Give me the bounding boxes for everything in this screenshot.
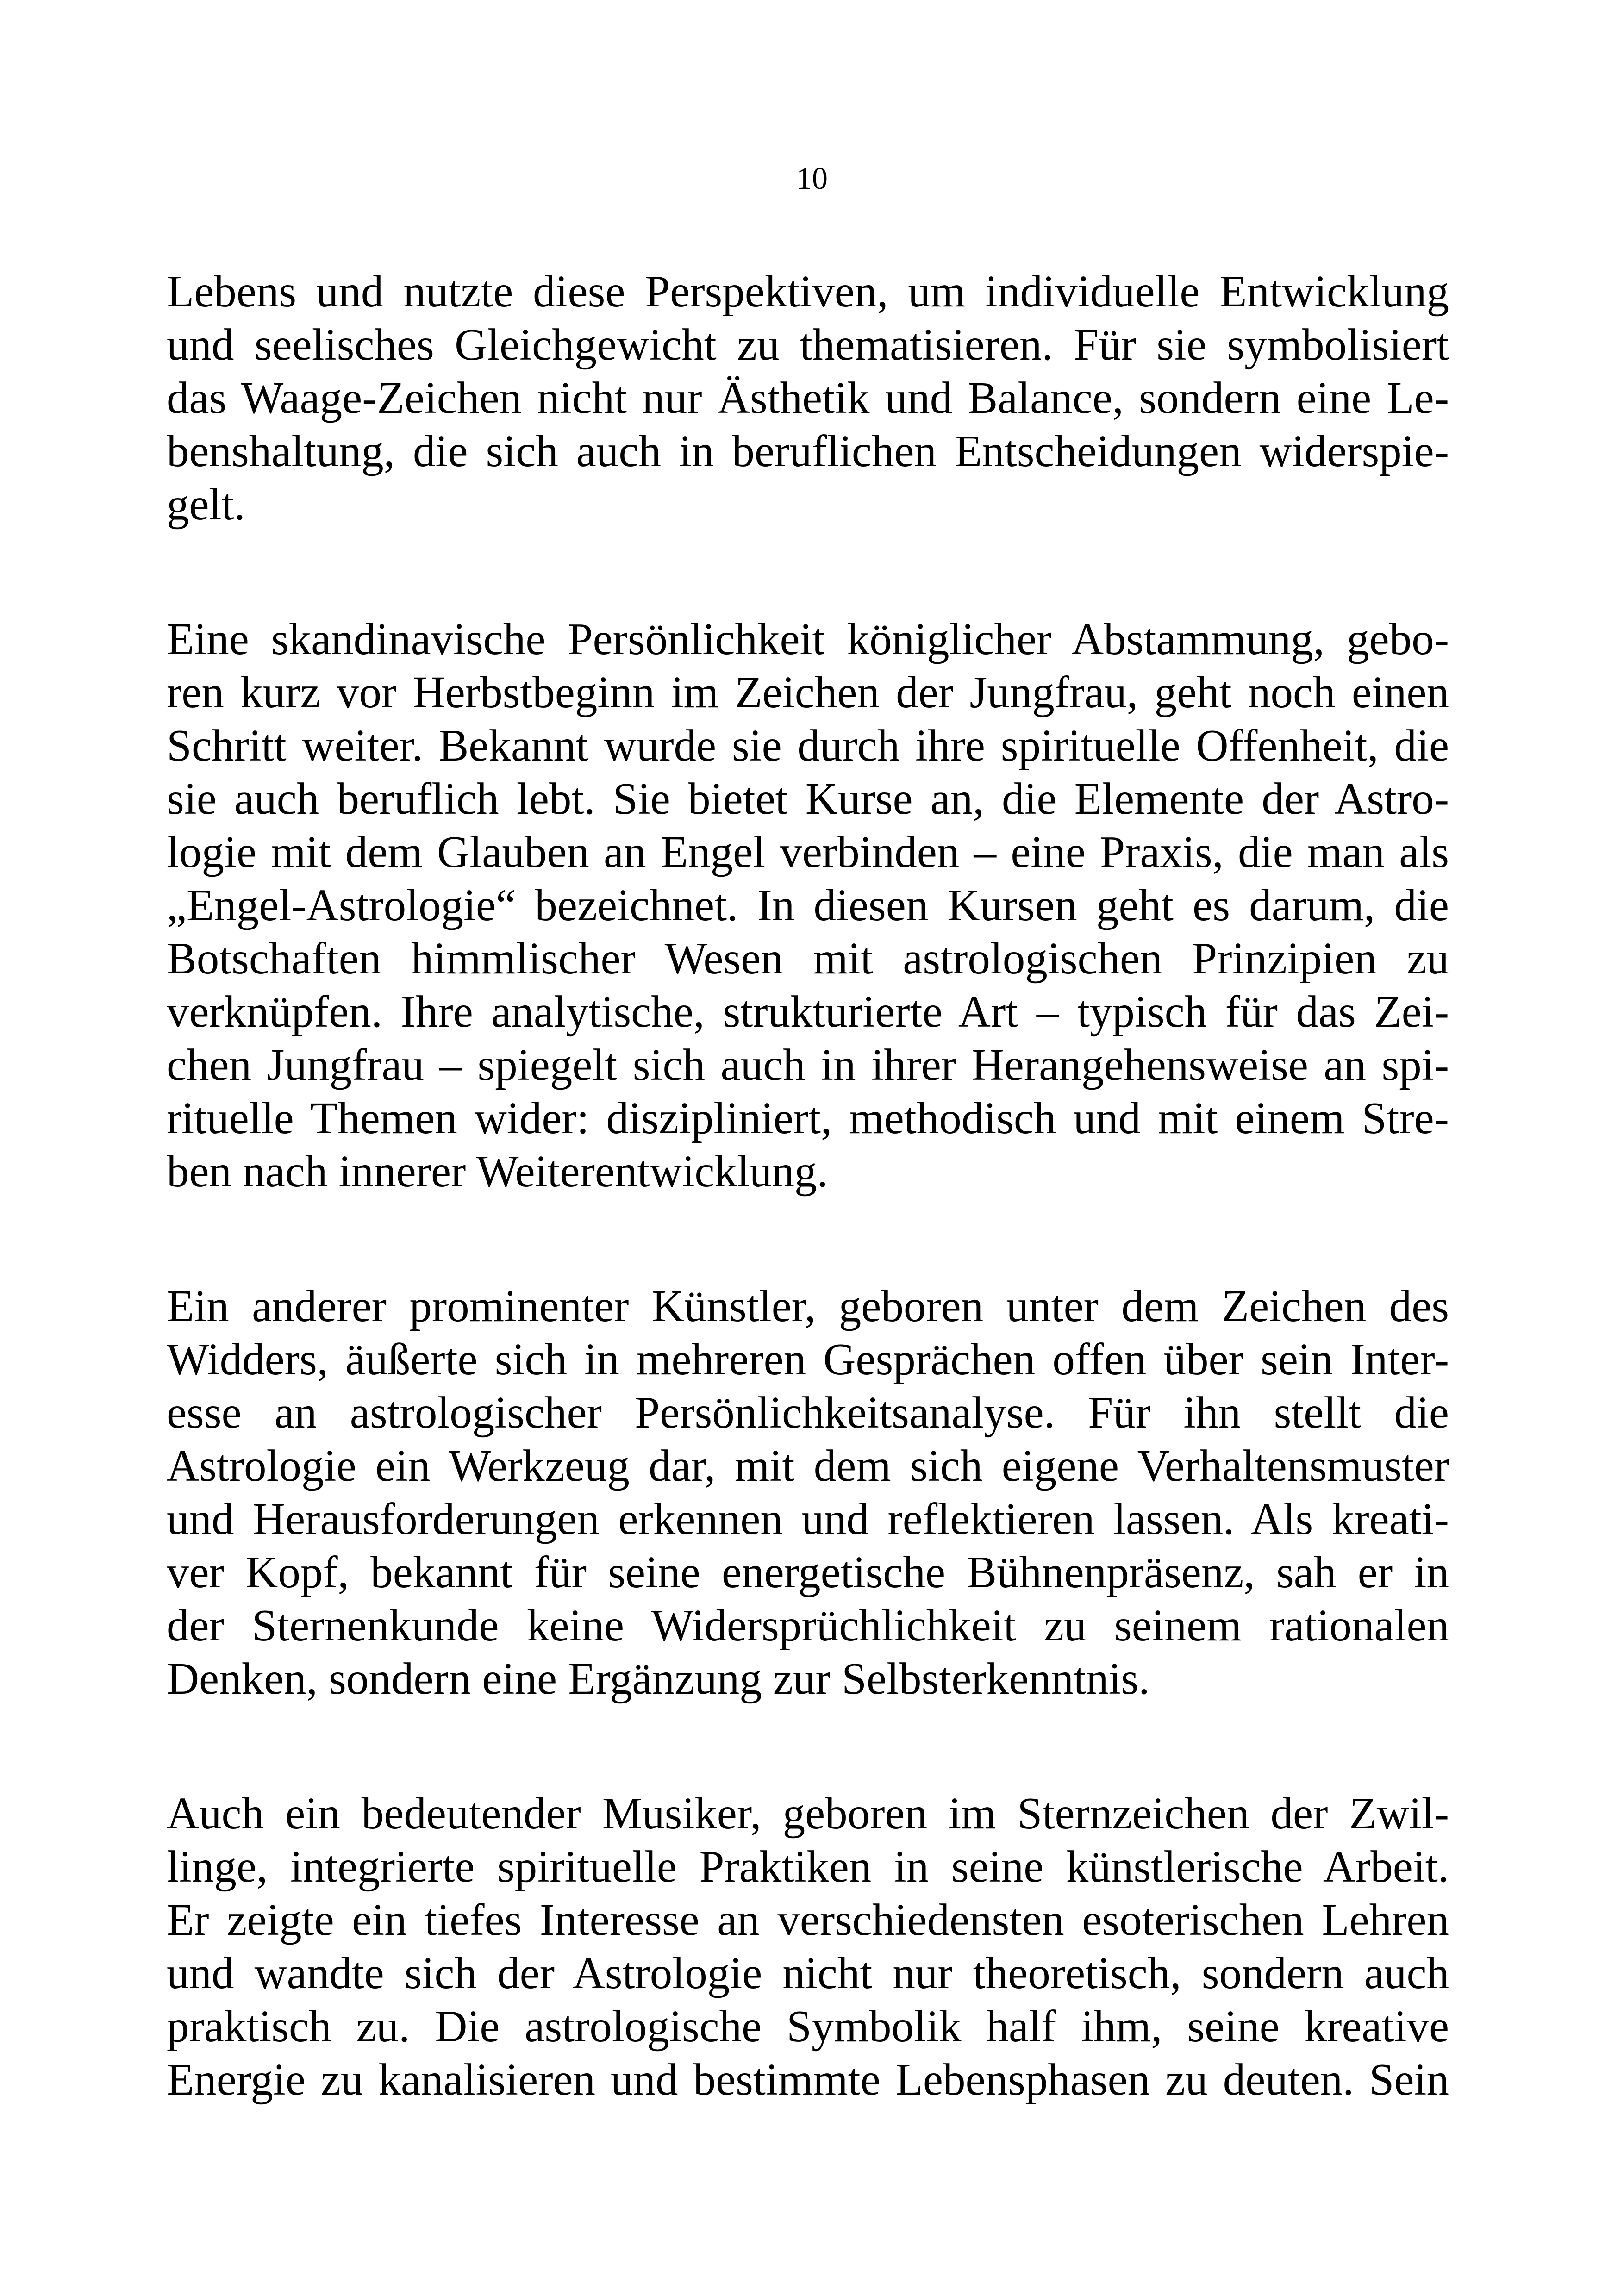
text-line: chen Jungfrau – spiegelt sich auch in ihrer Herangehensweise an spi- [167,1040,1449,1090]
body-text [167,265,1449,2106]
text-line: esse an astrologischer Persönlichkeitsanalyse. Für ihn stellt die [167,1388,1449,1437]
text-line: und wandte sich der Astrologie nicht nur theoretisch, sondern auch [167,1948,1449,1998]
text-line: gelt. [167,480,245,529]
paragraph [167,1279,1449,1705]
text-line: Schritt weiter. Bekannt wurde sie durch ihre spirituelle Offenheit, die [167,721,1449,770]
paragraph-gap [167,1198,1449,1279]
text-line: Botschaften himmlischer Wesen mit astrologischen Prinzipien zu [167,934,1449,983]
text-line: sie auch beruflich lebt. Sie bietet Kurse an, die Elemente der Astro- [167,774,1449,823]
text-line: linge, integrierte spirituelle Praktiken in seine künstlerische Arbeit. [167,1842,1449,1891]
text-line: und seelisches Gleichgewicht zu thematisieren. Für sie symbolisiert [167,320,1449,369]
text-line: der Sternenkunde keine Widersprüchlichkeit zu seinem rationalen [167,1601,1449,1650]
page-number: 10 [796,161,828,196]
text-line: praktisch zu. Die astrologische Symbolik half ihm, seine kreative [167,2002,1449,2051]
paragraph [167,612,1449,1198]
paragraph [167,265,1449,531]
text-line: Ein anderer prominenter Künstler, geboren unter dem Zeichen des [167,1281,1449,1331]
paragraph-gap [167,1705,1449,1787]
text-line: ren kurz vor Herbstbeginn im Zeichen der Jungfrau, geht noch einen [167,667,1449,717]
text-line: und Herausforderungen erkennen und reflektieren lassen. Als kreati- [167,1494,1449,1544]
paragraph-gap [167,531,1449,612]
text-line: rituelle Themen wider: diszipliniert, methodisch und mit einem Stre- [167,1093,1449,1143]
text-line: Auch ein bedeutender Musiker, geboren im Sternzeichen der Zwil- [167,1789,1449,1838]
text-line: ben nach innerer Weiterentwicklung. [167,1147,828,1196]
text-line: logie mit dem Glauben an Engel verbinden – eine Praxis, die man als [167,827,1449,877]
text-line: Lebens und nutzte diese Perspektiven, um individuelle Entwicklung [167,267,1449,316]
text-line: Widders, äußerte sich in mehreren Gesprächen offen über sein Inter- [167,1335,1449,1384]
text-line: verknüpfen. Ihre analytische, strukturierte Art – typisch für das Zei- [167,987,1449,1036]
text-line: Denken, sondern eine Ergänzung zur Selbsterkenntnis. [167,1654,1150,1703]
text-line: Astrologie ein Werkzeug dar, mit dem sich eigene Verhaltensmuster [167,1441,1449,1491]
text-line: benshaltung, die sich auch in beruflichen Entscheidungen widerspie- [167,426,1449,476]
text-line: Energie zu kanalisieren und bestimmte Lebensphasen zu deuten. Sein [167,2055,1449,2104]
text-line: „Engel-Astrologie“ bezeichnet. In diesen Kursen geht es darum, die [167,880,1449,930]
text-line: ver Kopf, bekannt für seine energetische Bühnenpräsenz, sah er in [167,1547,1449,1597]
paragraph [167,1787,1449,2106]
text-line: das Waage-Zeichen nicht nur Ästhetik und Balance, sondern eine Le- [167,373,1449,423]
text-line: Er zeigte ein tiefes Interesse an verschiedensten esoterischen Lehren [167,1895,1449,1945]
text-line: Eine skandinavische Persönlichkeit königlicher Abstammung, gebo- [167,614,1449,664]
